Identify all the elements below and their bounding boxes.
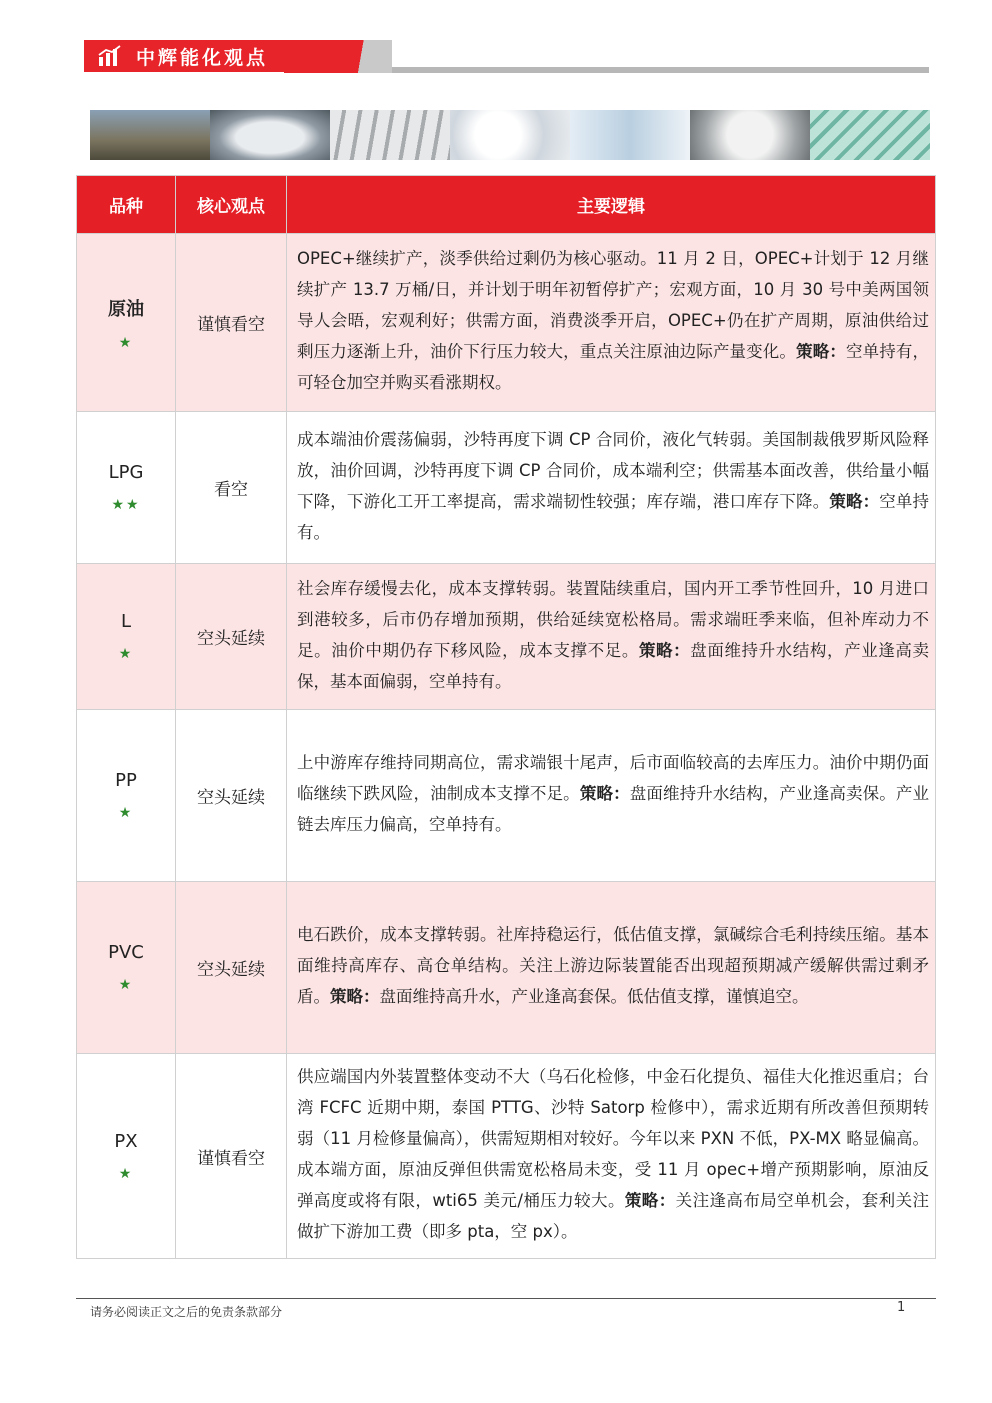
core-view: 谨慎看空	[176, 1054, 287, 1259]
pipes-photo	[330, 110, 450, 160]
variety-name: PP	[115, 770, 137, 791]
strategy-label: 策略：	[579, 784, 630, 803]
strategy-label: 策略：	[829, 491, 880, 511]
variety-name: PX	[114, 1130, 138, 1152]
core-view: 空头延续	[176, 710, 287, 882]
main-logic: OPEC+继续扩产，淡季供给过剩仍为核心驱动。11 月 2 日，OPEC+计划于 12 月继续扩产 13.7 万桶/日，并计划于明年初暂停扩产；宏观方面，10 月 30 号中美两国领导人会晤，宏观利好；供需方面，消费淡季开启，OPEC+仍在扩产周期，原油供给过剩压力逐渐上升，油价下行压力较大，重点关注原油边际产量变化。策略：空单持有，可轻仓加空并购买看涨期权。	[287, 234, 936, 412]
core-view: 空头延续	[176, 882, 287, 1054]
table-header-row	[77, 176, 936, 234]
bottle-photo	[570, 110, 690, 160]
core-view: 空头延续	[176, 564, 287, 710]
strategy-text: 盘面维持高升水，产业逢高套保。低估值支撑，谨慎追空。	[379, 987, 809, 1006]
product-photo-strip	[90, 110, 930, 160]
pellets-photo	[450, 110, 570, 160]
table-row-pp	[77, 710, 936, 882]
table-row-l	[77, 564, 936, 710]
table-row-lpg	[77, 412, 936, 564]
core-view: 谨慎看空	[176, 234, 287, 412]
main-logic: 供应端国内外装置整体变动不大（乌石化检修，中金石化提负、福佳大化推迟重启；台湾 FCFC 近期中期，泰国 PTTG、沙特 Satorp 检修中），需求近期有所改善但预期转弱（11 月检修量偏高），供需短期相对较好。今年以来 PXN 不低，PX-MX 略显偏高。成本端方面，原油反弹但供需宽松格局未变，受 11 月 opec+增产预期影响，原油反弹高度或将有限，wti65 美元/桶压力较大。策略：关注逢高布局空单机会，套利关注做扩下游加工费（即多 pta，空 px）。	[287, 1054, 936, 1259]
rating-stars: ★	[118, 1165, 134, 1182]
strategy-label: 策略：	[624, 1191, 676, 1210]
header-core-view: 核心观点	[176, 176, 287, 234]
rating-stars: ★★	[111, 497, 141, 513]
strategy-text: 盘面维持升水结构，产业逢高卖保，基本面偏弱，空单持有。	[297, 640, 930, 691]
strategy-text: 关注逢高布局空单机会，套利关注做扩下游加工费（即多 pta，空 px）。	[297, 1191, 930, 1241]
page-header	[84, 40, 934, 76]
core-view: 看空	[176, 412, 287, 564]
header-variety: 品种	[77, 176, 176, 234]
oil-pump-photo	[90, 110, 210, 160]
strategy-text: 空单持有，可轻仓加空并购买看涨期权。	[297, 342, 930, 392]
rating-stars: ★	[118, 977, 134, 993]
page-number: 1	[897, 1300, 906, 1315]
header-main-logic: 主要逻辑	[287, 176, 936, 234]
variety-name: PVC	[108, 942, 144, 963]
strategy-text: 空单持有。	[297, 491, 930, 542]
header-slant	[284, 40, 392, 73]
granules-photo	[690, 110, 810, 160]
variety-name: 原油	[108, 298, 144, 320]
rating-stars: ★	[118, 334, 134, 351]
main-logic: 电石跌价，成本支撑转弱。社库持稳运行，低估值支撑，氯碱综合毛利持续压缩。基本面维持高库存、高仓单结构。关注上游边际装置能否出现超预期减产缓解供需过剩矛盾。策略：盘面维持高升水，产业逢高套保。低估值支撑，谨慎追空。	[287, 882, 936, 1054]
main-logic: 社会库存缓慢去化，成本支撑转弱。装置陆续重启，国内开工季节性回升，10 月进口到港较多，后市仍存增加预期，供给延续宽松格局。需求端旺季来临，但补库动力不足。油价中期仍存下移风险，成本支撑不足。策略：盘面维持升水结构，产业逢高卖保，基本面偏弱，空单持有。	[287, 564, 936, 710]
main-logic: 上中游库存维持同期高位，需求端银十尾声，后市面临较高的去库压力。油价中期仍面临继续下跌风险，油制成本支撑不足。策略：盘面维持升水结构，产业逢高卖保。产业链去库压力偏高，空单持有。	[287, 710, 936, 882]
variety-name: L	[120, 611, 132, 632]
strategy-text: 盘面维持升水结构，产业逢高卖保。产业链去库压力偏高，空单持有。	[297, 784, 930, 834]
footer-divider	[76, 1298, 936, 1299]
lpg-tank-photo	[210, 110, 330, 160]
bar-chart-logo-icon	[98, 45, 122, 67]
header-title: 中辉能化观点	[136, 47, 269, 69]
strategy-label: 策略：	[638, 640, 691, 660]
table-row-px	[77, 1054, 936, 1259]
strategy-label: 策略：	[796, 342, 846, 361]
variety-name: LPG	[108, 462, 144, 483]
disclaimer-note: 请务必阅读正文之后的免责条款部分	[90, 1305, 283, 1319]
main-logic: 成本端油价震荡偏弱，沙特再度下调 CP 合同价，液化气转弱。美国制裁俄罗斯风险释放，油价回调，沙特再度下调 CP 合同价，成本端利空；供需基本面改善，供给量小幅下降，下游化工开工率提高，需求端韧性较强；库存端，港口库存下降。策略：空单持有。	[287, 412, 936, 564]
strategy-label: 策略：	[330, 987, 380, 1006]
viewpoint-table	[76, 175, 936, 1259]
glass-photo	[810, 110, 930, 160]
rating-stars: ★	[118, 646, 134, 662]
table-row-pvc	[77, 882, 936, 1054]
rating-stars: ★	[118, 805, 134, 821]
table-row-crude	[77, 234, 936, 412]
